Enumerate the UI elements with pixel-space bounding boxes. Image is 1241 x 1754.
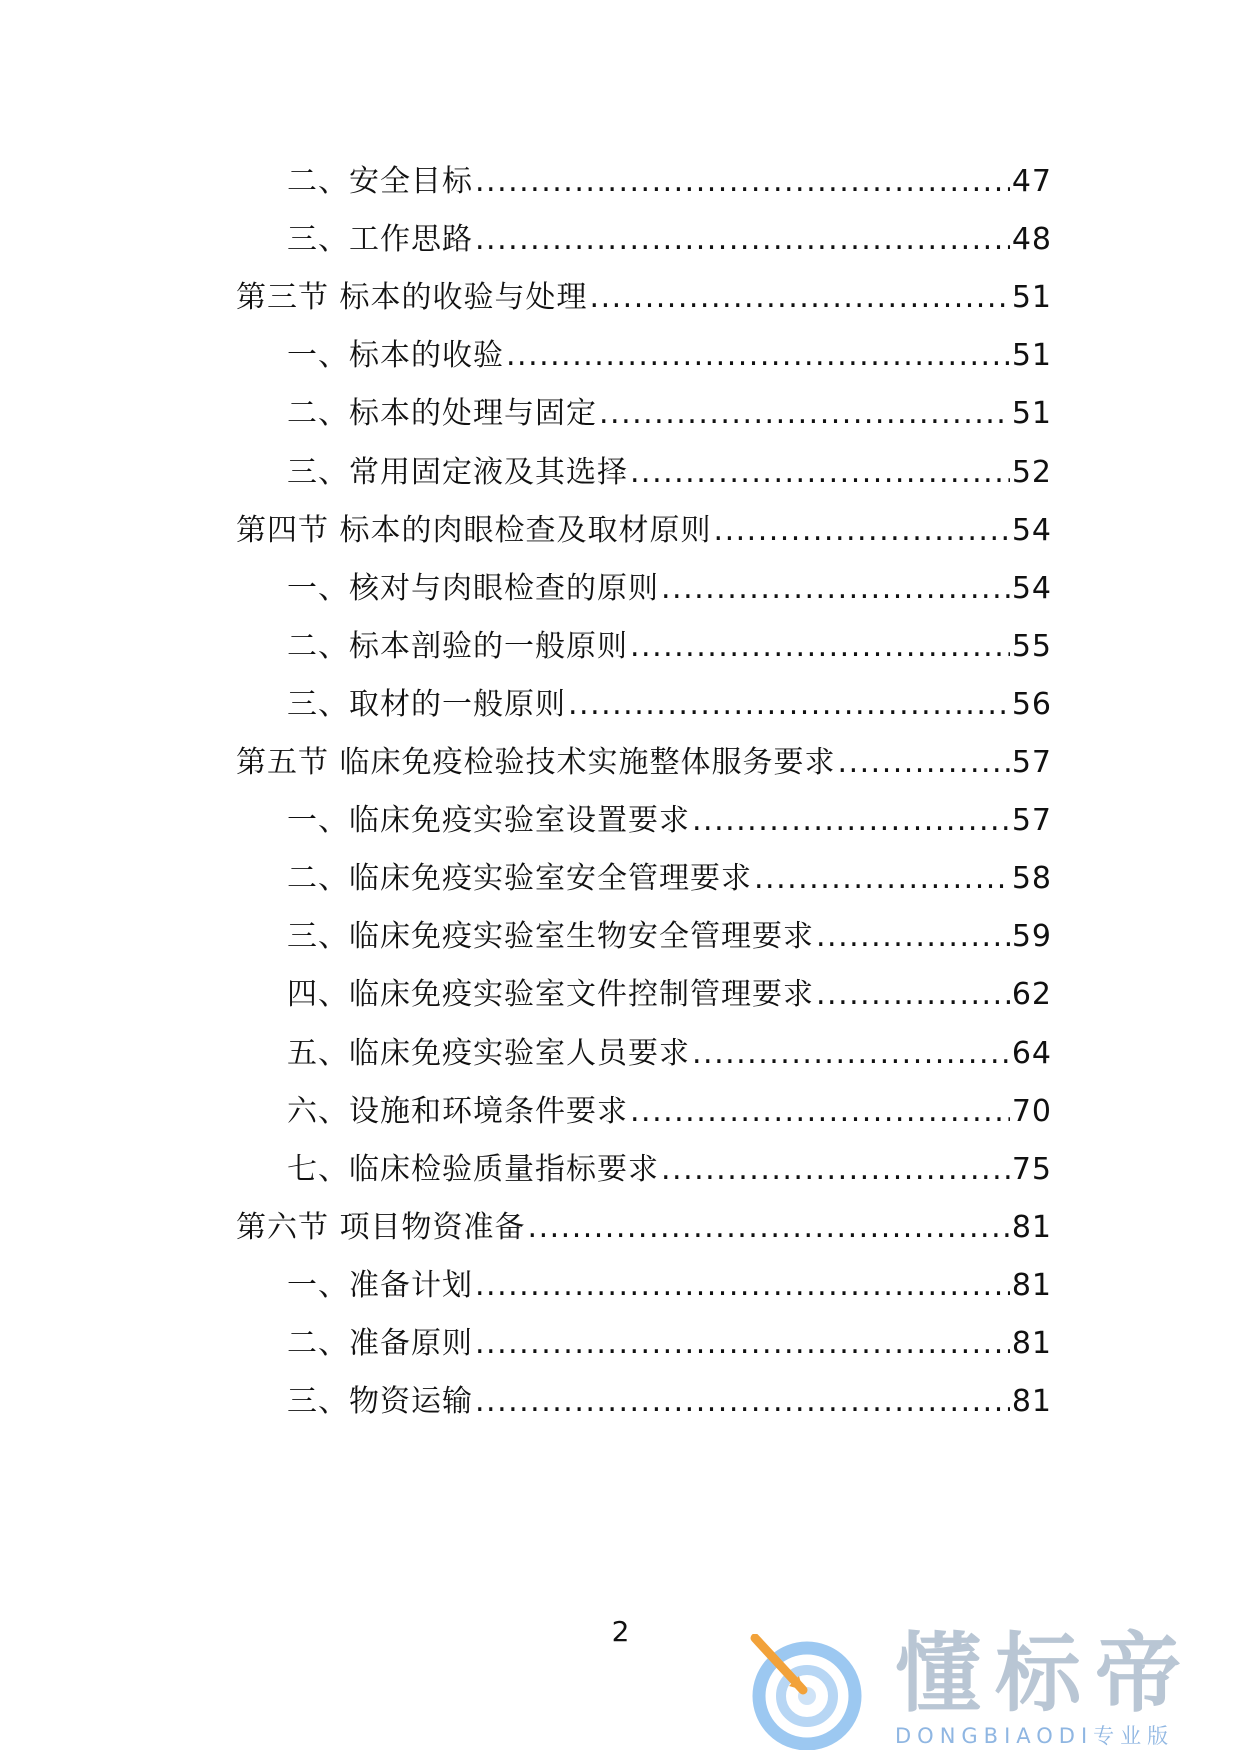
- toc-entry-page: 81: [1011, 1326, 1052, 1361]
- toc-entry: [287, 220, 1052, 260]
- toc-entry: [287, 1150, 1052, 1190]
- toc-leader-dots: [475, 1382, 1010, 1422]
- toc-entry-title: 一、准备计划: [287, 1267, 473, 1303]
- toc-leader-dots: [816, 917, 1010, 957]
- toc-entry-page: 58: [1011, 861, 1052, 897]
- toc-entry-page: 54: [1011, 512, 1052, 548]
- toc-entry-title: 第五节 临床免疫检验技术实施整体服务要求: [236, 745, 836, 780]
- toc-entry-title: 二、标本的处理与固定: [287, 396, 597, 432]
- watermark-subtitle: DONGBIAODI专业版: [895, 1724, 1175, 1748]
- toc-leader-dots: [475, 1324, 1010, 1364]
- toc-entry: [287, 975, 1052, 1015]
- toc-entry-title: 一、临床免疫实验室设置要求: [287, 803, 690, 839]
- toc-entry: [236, 1208, 1052, 1248]
- toc-entry-page: 52: [1011, 454, 1052, 490]
- toc-entry: [287, 569, 1052, 609]
- toc-entry-title: 二、安全目标: [287, 164, 473, 199]
- toc-entry: [287, 1034, 1052, 1074]
- toc-entry-title: 二、临床免疫实验室安全管理要求: [287, 861, 752, 897]
- toc-entry-title: 第四节 标本的肉眼检查及取材原则: [236, 512, 712, 548]
- toc-entry: [287, 1382, 1052, 1422]
- toc-leader-dots: [599, 394, 1010, 434]
- target-logo-icon: [745, 1634, 875, 1750]
- toc-entry-page: 70: [1011, 1093, 1052, 1129]
- toc-leader-dots: [661, 1150, 1010, 1190]
- toc-entry: [287, 162, 1052, 202]
- toc-entry-title: 一、标本的收验: [287, 338, 504, 374]
- toc-leader-dots: [506, 336, 1010, 376]
- toc-entry-title: 七、临床检验质量指标要求: [287, 1151, 659, 1187]
- toc-leader-dots: [590, 278, 1010, 318]
- toc-entry-page: 81: [1011, 1384, 1052, 1420]
- toc-entry: [236, 511, 1052, 551]
- toc-entry-page: 51: [1011, 338, 1052, 374]
- page-number: 2: [611, 1615, 630, 1648]
- toc-entry: [287, 685, 1052, 725]
- toc-entry-title: 四、临床免疫实验室文件控制管理要求: [287, 977, 814, 1013]
- toc-entry: [287, 1092, 1052, 1132]
- toc-entry-page: 48: [1011, 222, 1052, 258]
- toc-leader-dots: [661, 569, 1010, 609]
- toc-entry: [287, 627, 1052, 667]
- toc-entry-title: 一、核对与肉眼检查的原则: [287, 570, 659, 606]
- toc-entry-title: 三、工作思路: [287, 222, 473, 258]
- toc-entry: [287, 453, 1052, 493]
- toc-entry-page: 64: [1011, 1035, 1052, 1071]
- toc-leader-dots: [692, 1034, 1010, 1074]
- toc-leader-dots: [475, 220, 1010, 260]
- toc-entry-page: 81: [1011, 1267, 1052, 1303]
- toc-entry-page: 55: [1011, 628, 1052, 664]
- toc-entry-page: 56: [1011, 686, 1052, 722]
- toc-leader-dots: [475, 162, 1010, 202]
- toc-entry: [287, 859, 1052, 899]
- toc-entry-title: 五、临床免疫实验室人员要求: [287, 1035, 690, 1071]
- toc-leader-dots: [568, 685, 1010, 725]
- toc-entry-page: 47: [1011, 164, 1052, 199]
- toc-leader-dots: [838, 743, 1010, 783]
- watermark-title: 懂标帝: [895, 1624, 1195, 1724]
- toc-entry: [287, 394, 1052, 434]
- toc-entry-title: 二、准备原则: [287, 1326, 473, 1361]
- toc-entry-title: 二、标本剖验的一般原则: [287, 628, 628, 664]
- toc-entry-title: 三、取材的一般原则: [287, 686, 566, 722]
- toc-entry-page: 62: [1011, 977, 1052, 1013]
- toc-entry-title: 三、临床免疫实验室生物安全管理要求: [287, 919, 814, 955]
- toc-entry-page: 51: [1011, 280, 1052, 316]
- toc-entry: [287, 917, 1052, 957]
- toc-leader-dots: [754, 859, 1010, 899]
- toc-entry-page: 57: [1011, 803, 1052, 839]
- toc-entry-page: 75: [1011, 1151, 1052, 1187]
- toc-entry-page: 59: [1011, 919, 1052, 955]
- toc-leader-dots: [692, 801, 1010, 841]
- toc-entry-title: 三、常用固定液及其选择: [287, 454, 628, 490]
- toc-entry-page: 54: [1011, 570, 1052, 606]
- toc-entry: [287, 1266, 1052, 1306]
- toc-leader-dots: [475, 1266, 1010, 1306]
- toc-entry: [287, 1324, 1052, 1364]
- toc-entry-title: 第三节 标本的收验与处理: [236, 280, 588, 316]
- toc-entry-title: 第六节 项目物资准备: [236, 1209, 526, 1245]
- toc-entry: [236, 743, 1052, 783]
- toc-leader-dots: [816, 975, 1010, 1015]
- toc-leader-dots: [528, 1208, 1010, 1248]
- watermark: [745, 1624, 1235, 1750]
- toc-leader-dots: [630, 627, 1010, 667]
- toc-leader-dots: [714, 511, 1010, 551]
- toc-leader-dots: [630, 453, 1010, 493]
- toc-leader-dots: [630, 1092, 1010, 1132]
- toc-entry-title: 三、物资运输: [287, 1384, 473, 1420]
- toc-entry: [236, 278, 1052, 318]
- toc-entry-page: 57: [1011, 745, 1052, 780]
- toc-entry: [287, 801, 1052, 841]
- toc-entry: [287, 336, 1052, 376]
- toc-entry-title: 六、设施和环境条件要求: [287, 1093, 628, 1129]
- toc-entry-page: 51: [1011, 396, 1052, 432]
- toc-entry-page: 81: [1011, 1209, 1052, 1245]
